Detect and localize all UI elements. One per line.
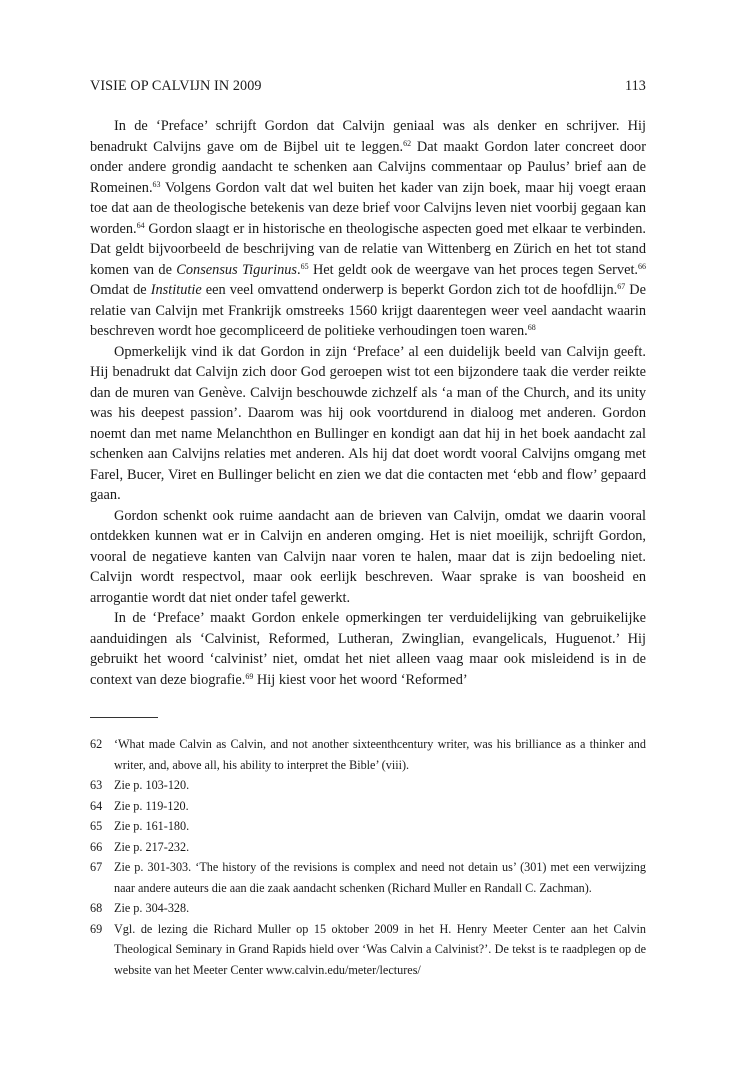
footnote-ref-65[interactable]: 65 <box>300 261 309 271</box>
paragraph-3: Gordon schenkt ook ruime aandacht aan de brieven van Calvijn, omdat we daarin vooral ontdekken kunnen wat er in Calvijn en anderen omging. Het is niet moeilijk, schrijft Gordon, vooral de negatieve kanten van Calvijn naar voren te halen, maar dat is zijn bedoeling niet. Calvijn wordt respectvol, maar ook eerlijk beschreven. Waar sprake is van boosheid en arrogantie wordt dat niet onder tafel gewerkt. <box>90 507 646 606</box>
footnote-62 <box>90 734 646 775</box>
footnote-63 <box>90 775 646 796</box>
footnote-66 <box>90 837 646 858</box>
footnote-67 <box>90 857 646 898</box>
footnote-text: Zie p. 161-180. <box>114 819 190 833</box>
page <box>90 78 646 980</box>
footnote-number: 63 <box>90 778 103 792</box>
footnote-number: 65 <box>90 819 103 833</box>
footnote-ref-69[interactable]: 69 <box>245 671 254 681</box>
footnote-ref-62[interactable]: 62 <box>403 138 412 148</box>
paragraph-1: In de ‘Preface’ schrijft Gordon dat Calvijn geniaal was als denker en schrijver. Hij benadrukt Calvijns gave om de Bijbel uit te leggen.$^{62}$ Dat maakt Gordon later concreet door onder andere grondig aandacht te schenken aan Calvijns commentaar op Paulus’ brief aan de Romeinen.$^{63}$ Volgens Gordon valt dat wel buiten het kader van zijn boek, maar hij voegt eraan toe dat aan de theologische betekenis van deze brief voor Calvijns leven niet voorbij gegaan kan worden.$^{64}$ Gordon slaagt er in historische en theologische aspecten goed met elkaar te verbinden. Dat geldt bijvoorbeeld de beschrijving van de relatie van Wittenberg en Zürich en het tot stand komen van de Consensus Tigurinus.$^{65}$ Het geldt ook de weergave van het proces tegen Servet.$^{66}$ Omdat de Institutie een veel omvattend onderwerp is beperkt Gordon zich tot de hoofdlijn.$^{67}$ De relatie van Calvijn met Frankrijk omstreeks 1560 krijgt daarentegen weer veel aandacht waarin beschreven wordt hoe gecompliceerd de politieke verhoudingen toen waren.$^{68}$ <box>90 118 647 339</box>
running-head <box>90 78 646 95</box>
footnote-ref-68[interactable]: 68 <box>527 323 536 332</box>
footnote-text: Vgl. de lezing die Richard Muller op 15 oktober 2009 in het H. Henry Meeter Center aan het Calvin Theological Seminary in Grand Rapids hield over ‘Was Calvin a Calvinist?’. De tekst is te raadplegen op de website van het Meeter Center www.calvin.edu/meter/lectures/ <box>114 921 646 977</box>
footnote-text: Zie p. 304-328. <box>114 901 190 915</box>
footnote-text: Zie p. 103-120. <box>114 778 190 792</box>
footnote-number: 69 <box>90 921 103 936</box>
paragraph-4: In de ‘Preface’ maakt Gordon enkele opmerkingen ter verduidelijking van gebruikelijke aanduidingen als ‘Calvinist, Reformed, Lutheran, Zwinglian, evangelicals, Huguenot.’ Hij gebruikt het woord ‘calvinist’ niet, omdat het niet alleen vaag maar ook misleidend is in de context van deze biografie.$^{69}$ Hij kiest voor het woord ‘Reformed’ <box>90 610 646 688</box>
footnotes <box>90 734 646 980</box>
footnote-text: Zie p. 217-232. <box>114 839 190 854</box>
footnote-text: Zie p. 301-303. ‘The history of the revisions is complex and need not detain us’ (301) met een verwijzing naar andere auteurs die aan die zaak aandacht schenken (Richard Muller en Randall C. Zachman). <box>114 860 646 895</box>
footnote-number: 62 <box>90 737 103 751</box>
footnote-69 <box>90 919 646 981</box>
footnote-number: 68 <box>90 901 103 915</box>
page-number: 113 <box>624 78 646 94</box>
footnote-ref-66[interactable]: 66 <box>638 261 647 271</box>
footnote-number: 66 <box>90 839 103 854</box>
footnote-65 <box>90 816 646 837</box>
italic-term: Consensus Tigurinus <box>176 261 298 278</box>
footnote-ref-63[interactable]: 63 <box>152 179 161 189</box>
footnote-64 <box>90 796 646 817</box>
footnote-ref-64[interactable]: 64 <box>136 220 145 230</box>
body-text <box>90 116 646 690</box>
footnote-separator <box>90 717 158 718</box>
footnote-68 <box>90 898 646 919</box>
running-title: VISIE OP CALVIJN IN 2009 <box>90 78 262 94</box>
footnote-text: Zie p. 119-120. <box>114 798 189 813</box>
footnote-number: 67 <box>90 860 103 874</box>
footnote-number: 64 <box>90 798 103 813</box>
paragraph-2: Opmerkelijk vind ik dat Gordon in zijn ‘Preface’ al een duidelijk beeld van Calvijn geeft. Hij benadrukt dat Calvijn zich door God geroepen wist tot een bijzondere taak die verder reikte dan de muren van Genève. Calvijn beschouwde zichzelf als ‘a man of the Church, and its unity was his deepest passion’. Daarom was hij ook voortdurend in dialoog met anderen. Gordon noemt dan met name Melanchthon en Bullinger en kondigt aan dat hij in het boek aandacht zal schenken aan Calvijns relaties met anderen. Als hij dat doet wordt vooral Calvijns omgang met Farel, Bucer, Viret en Bullinger belicht en zien we dat die contacten met ‘ebb and flow’ gepaard gaan. <box>90 343 646 503</box>
footnote-text: ‘What made Calvin as Calvin, and not another sixteenthcentury writer, was his brilliance as a thinker and writer, and, above all, his ability to interpret the Bible’ (viii). <box>114 737 646 772</box>
italic-term: Institutie <box>150 282 202 298</box>
footnote-ref-67[interactable]: 67 <box>617 282 626 291</box>
